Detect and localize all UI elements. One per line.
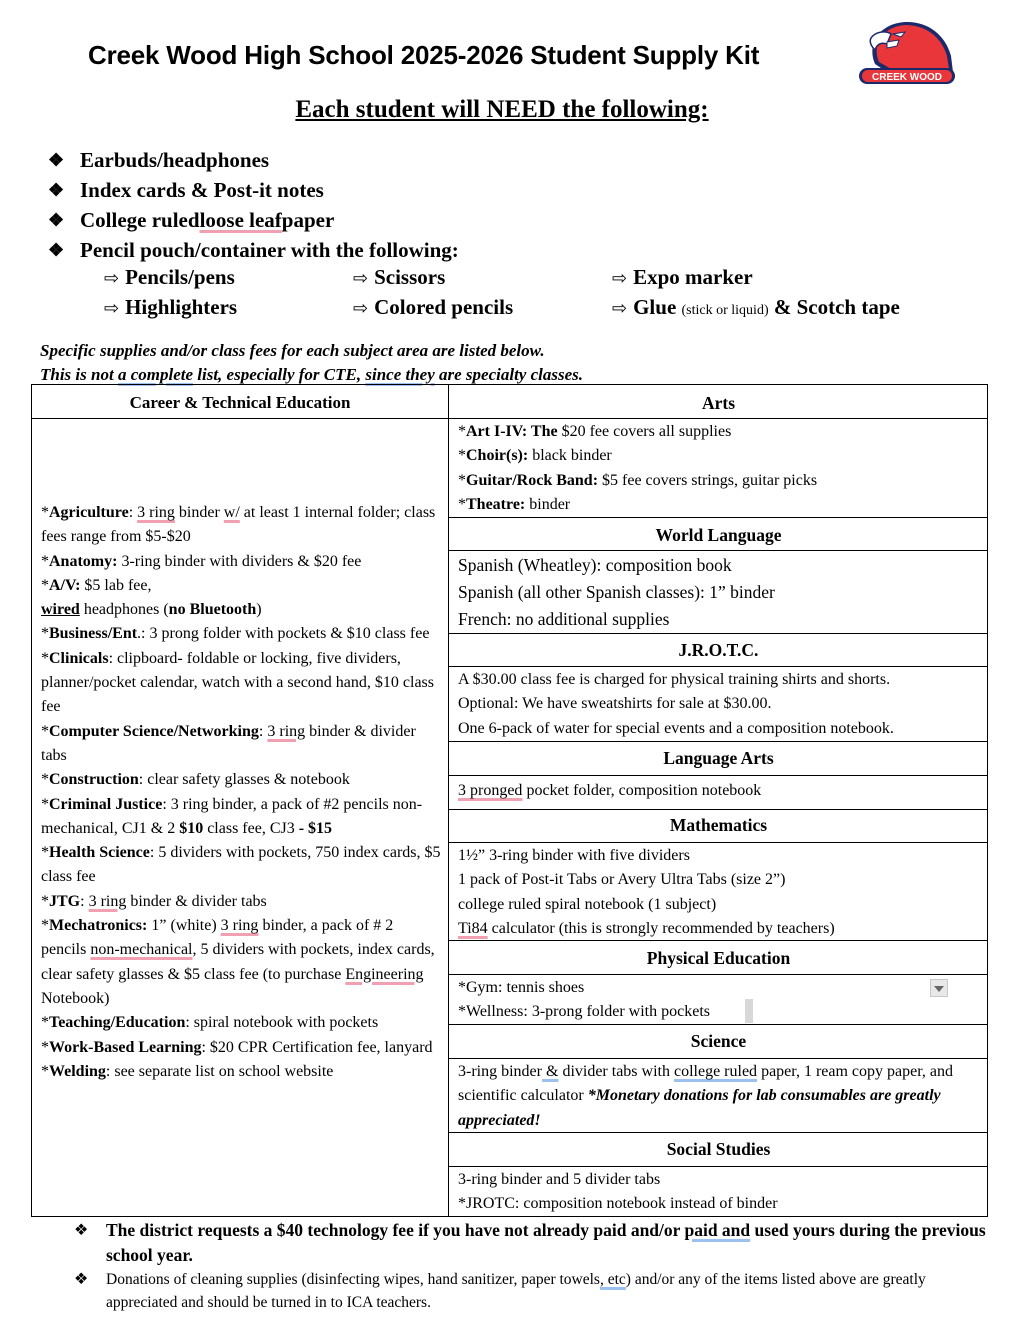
- need-item: ❖ College ruled loose leaf paper: [48, 207, 335, 232]
- pouch-item: ⇨ Expo marker: [612, 265, 753, 289]
- ss-item: 3-ring binder and 5 divider tabs: [458, 1171, 661, 1188]
- creek-wood-hawk-logo: [857, 16, 957, 86]
- arrow-right-icon: ⇨: [612, 298, 628, 318]
- jrotc-item: A $30.00 class fee is charged for physical training shirts and shorts.: [458, 671, 891, 688]
- jrotc-item: One 6-pack of water for special events and a composition notebook.: [458, 719, 894, 737]
- ss-item: *JROTC: composition notebook instead of binder: [458, 1195, 778, 1213]
- diamond-bullet-icon: ❖: [48, 179, 65, 200]
- arts-item: *Guitar/Rock Band: $5 fee covers strings, guitar picks: [458, 471, 818, 489]
- wl-item: Spanish (Wheatley): composition book: [458, 555, 732, 575]
- math-item: 1 pack of Post-it Tabs or Avery Ultra Tabs (size 2”): [458, 871, 786, 889]
- arrow-right-icon: ⇨: [104, 298, 120, 318]
- jrotc-header: J.R.O.T.C.: [678, 640, 759, 660]
- wl-item: Spanish (all other Spanish classes): 1” binder: [458, 582, 775, 602]
- arrow-right-icon: ⇨: [353, 298, 369, 318]
- diamond-bullet-icon: ❖: [74, 1222, 89, 1239]
- cte-item: *Business/Ent.: 3 prong folder with pockets & $10 class fee: [41, 625, 430, 643]
- arts-item: *Choir(s): black binder: [458, 447, 612, 465]
- diamond-bullet-icon: ❖: [48, 149, 65, 170]
- la-item: 3 pronged pocket folder, composition notebook: [458, 782, 762, 799]
- social-studies-list: [458, 1168, 778, 1217]
- cte-item: *Clinicals: clipboard- foldable or locking, five dividers, planner/pocket calendar, watch with a second hand, $10 class fee: [41, 649, 434, 716]
- notice-text: Specific supplies and/or class fees for each subject area are listed below. This is not a complete list, especially for CTE, since they are specialty classes.: [40, 341, 584, 384]
- arts-item: *Art I-IV: The $20 fee covers all supplies: [458, 423, 732, 440]
- cte-item: *Welding: see separate list on school website: [41, 1062, 334, 1080]
- cte-item: *Work-Based Learning: $20 CPR Certification fee, lanyard: [41, 1038, 433, 1056]
- language-arts-list: [458, 779, 761, 803]
- supply-table: [31, 384, 988, 1217]
- jrotc-list: [458, 668, 894, 741]
- cte-item: *Agriculture: 3 ring binder w/ at least 1 internal folder; class fees range from $5-$20: [41, 504, 436, 546]
- cte-item: *Anatomy: 3-ring binder with dividers & $20 fee: [41, 552, 362, 570]
- grammar-flag: since they: [365, 365, 435, 384]
- cte-header: Career & Technical Education: [129, 393, 351, 412]
- world-language-list: [458, 552, 775, 633]
- column-divider: [448, 385, 449, 1216]
- arrow-right-icon: ⇨: [612, 268, 628, 288]
- cte-item: *JTG: 3 ring binder & divider tabs: [41, 892, 267, 910]
- cte-item: *Criminal Justice: 3 ring binder, a pack of #2 pencils non-mechanical, CJ1 & 2 $10 class fee, CJ3 - $15: [41, 795, 423, 837]
- math-item: 1½” 3-ring binder with five dividers: [458, 847, 690, 864]
- text-cursor-highlight: [745, 999, 753, 1023]
- pouch-item: ⇨ Colored pencils: [353, 295, 514, 319]
- dropdown-arrow-icon[interactable]: [930, 979, 948, 997]
- wl-item: French: no additional supplies: [458, 609, 670, 629]
- cte-item: *Health Science: 5 dividers with pockets, 750 index cards, $5 class fee: [41, 844, 441, 886]
- need-item: ❖ Index cards & Post-it notes: [48, 177, 324, 202]
- need-item: ❖ Pencil pouch/container with the following:: [48, 237, 459, 262]
- world-language-header: World Language: [655, 525, 782, 545]
- cte-list: [41, 501, 441, 1084]
- math-item: Ti84 calculator (this is strongly recommended by teachers): [458, 919, 835, 937]
- cte-item: *Computer Science/Networking: 3 ring binder & divider tabs: [41, 722, 416, 764]
- social-studies-header: Social Studies: [666, 1139, 771, 1159]
- language-arts-header: Language Arts: [663, 748, 774, 768]
- grammar-flag: a complete: [117, 365, 194, 384]
- mathematics-header: Mathematics: [669, 815, 768, 835]
- pouch-item: ⇨ Glue (stick or liquid) & Scotch tape: [612, 295, 900, 319]
- pe-item: *Wellness: 3-prong folder with pockets: [458, 1003, 710, 1021]
- need-heading: Each student will NEED the following:: [295, 96, 709, 123]
- cte-item: *Construction: clear safety glasses & notebook: [41, 771, 350, 789]
- page-title: Creek Wood High School 2025-2026 Student Supply Kit: [88, 40, 760, 70]
- math-item: college ruled spiral notebook (1 subject): [458, 895, 717, 913]
- cte-item: *A/V: $5 lab fee,: [41, 576, 152, 594]
- pe-header: Physical Education: [646, 948, 791, 968]
- arts-item: *Theatre: binder: [458, 495, 571, 513]
- diamond-bullet-icon: ❖: [48, 209, 65, 230]
- pouch-item: ⇨ Highlighters: [104, 295, 238, 319]
- arts-header: Arts: [701, 393, 736, 413]
- mathematics-list: [458, 844, 835, 941]
- spellcheck-flag: loose leaf: [199, 207, 282, 232]
- pe-item: *Gym: tennis shoes: [458, 979, 585, 996]
- need-list: [48, 145, 459, 265]
- diamond-bullet-icon: ❖: [74, 1271, 89, 1288]
- pe-list: [458, 976, 710, 1025]
- logo-text: CREEK WOOD: [872, 72, 942, 83]
- cte-item: *Teaching/Education: spiral notebook with pockets: [41, 1014, 379, 1032]
- diamond-bullet-icon: ❖: [48, 239, 65, 260]
- pouch-item: ⇨ Scissors: [353, 265, 446, 289]
- science-item: 3-ring binder & divider tabs with college ruled paper, 1 ream copy paper, and scientific calculator *Monetary donations for lab consumables are greatly appreciated!: [458, 1063, 954, 1129]
- arrow-right-icon: ⇨: [104, 268, 120, 288]
- pouch-item: ⇨ Pencils/pens: [104, 265, 235, 289]
- cte-item: wired headphones (no Bluetooth): [41, 601, 262, 619]
- need-item: ❖ Earbuds/headphones: [48, 147, 270, 172]
- cte-item: *Mechatronics: 1” (white) 3 ring binder, a pack of # 2 pencils non-mechanical, 5 dividers with pockets, index cards, clear safety glasses & $5 class fee (to purchase Engineering Notebook): [41, 917, 435, 1007]
- science-list: [458, 1060, 968, 1133]
- science-header: Science: [690, 1031, 747, 1051]
- arrow-right-icon: ⇨: [353, 268, 369, 288]
- arts-list: [458, 420, 817, 517]
- jrotc-item: Optional: We have sweatshirts for sale at $30.00.: [458, 695, 772, 713]
